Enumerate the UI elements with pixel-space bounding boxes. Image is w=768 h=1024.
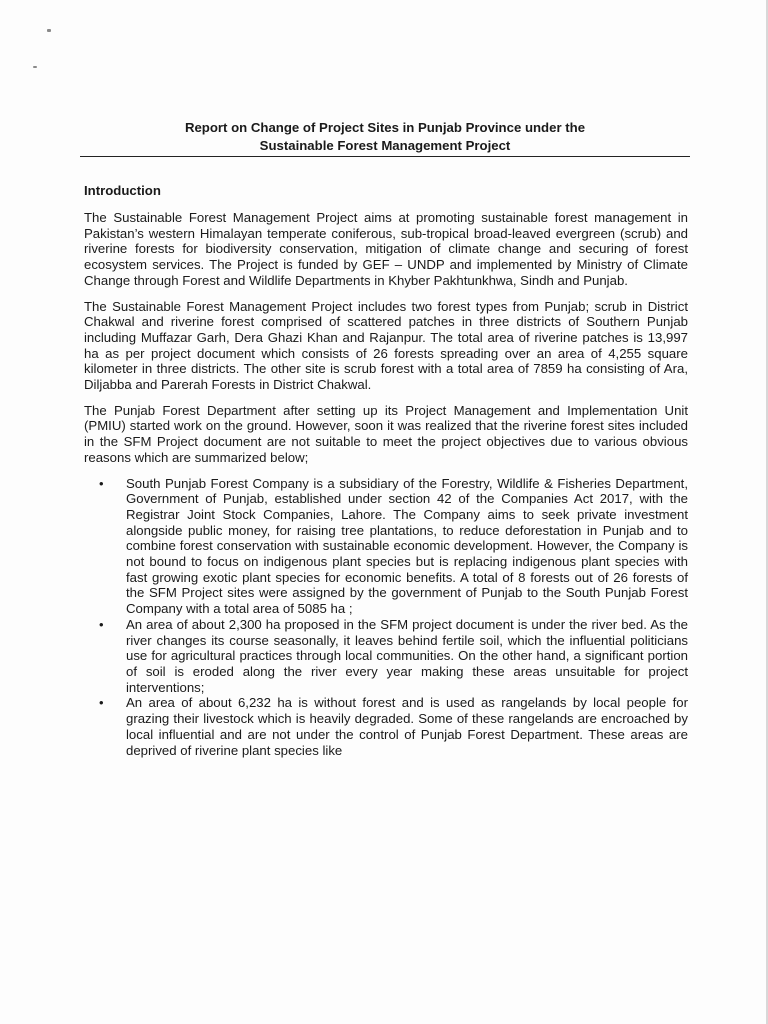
report-title (80, 119, 690, 155)
body-text (84, 210, 688, 758)
title-underline (80, 156, 690, 157)
bullet-icon: • (99, 475, 104, 491)
report-title-line-2: Sustainable Forest Management Project (259, 138, 511, 153)
scan-speck (33, 66, 37, 68)
scan-speck (47, 29, 51, 32)
bullet-icon: • (99, 695, 104, 711)
bullet-list (84, 476, 688, 759)
list-item (84, 695, 688, 758)
report-title-line-1: Report on Change of Project Sites in Punjab Province under the (184, 120, 586, 135)
list-item (84, 476, 688, 617)
bullet-icon: • (99, 616, 104, 632)
paragraph: The Sustainable Forest Management Project includes two forest types from Punjab; scrub in District Chakwal and riverine forest comprised of scattered patches in three districts of Southern Punjab including Muffazar Garh, Dera Ghazi Khan and Rajanpur. The total area of riverine patches is 13,997 ha as per project document which consists of 26 forests spreading over an area of 4,255 square kilometer in three districts. The other site is scrub forest with a total area of 7859 ha consisting of Ara, Diljabba and Parerah Forests in District Chakwal. (84, 298, 688, 393)
list-item-text: South Punjab Forest Company is a subsidiary of the Forestry, Wildlife & Fisheries Department, Government of Punjab, established under section 42 of the Companies Act 2017, with the Registrar Joint Stock Companies, Lahore. The Company aims to seek private investment alongside public money, for raising tree plantations, to reduce deforestation in Punjab and to combine forest conservation with sustainable economic development. However, the Company is not bound to focus on indigenous plant species but is replacing indigenous plant species with fast growing exotic plant species for economic benefits. A total of 8 forests out of 26 forests of the SFM Project sites were assigned by the government of Punjab to the South Punjab Forest Company with a total area of 5085 ha ; (126, 475, 688, 617)
list-item-text: An area of about 6,232 ha is without forest and is used as rangelands by local people for grazing their livestock which is heavily degraded. Some of these rangelands are encroached by local influential and are not under the control of Punjab Forest Department. These areas are deprived of riverine plant species like (126, 695, 688, 758)
list-item-text: An area of about 2,300 ha proposed in the SFM project document is under the river bed. As the river changes its course seasonally, it leaves behind fertile soil, which the influential politicians use for agricultural practices through local communities. On the other hand, a significant portion of soil is eroded along the river every year making these areas unsuitable for project interventions; (126, 616, 688, 695)
paragraph: The Sustainable Forest Management Project aims at promoting sustainable forest management in Pakistan’s western Himalayan temperate coniferous, sub-tropical broad-leaved evergreen (scrub) and riverine forests for biodiversity conservation, mitigation of climate change and securing of forest ecosystem services. The Project is funded by GEF – UNDP and implemented by Ministry of Climate Change through Forest and Wildlife Departments in Khyber Pakhtunkhwa, Sindh and Punjab. (84, 210, 688, 288)
paragraph: The Punjab Forest Department after setting up its Project Management and Implementation Unit (PMIU) started work on the ground. However, soon it was realized that the riverine forest sites included in the SFM Project document are not suitable to meet the project objectives due to various obvious reasons which are summarized below; (84, 402, 688, 465)
list-item (84, 617, 688, 696)
section-heading: Introduction (84, 183, 161, 198)
